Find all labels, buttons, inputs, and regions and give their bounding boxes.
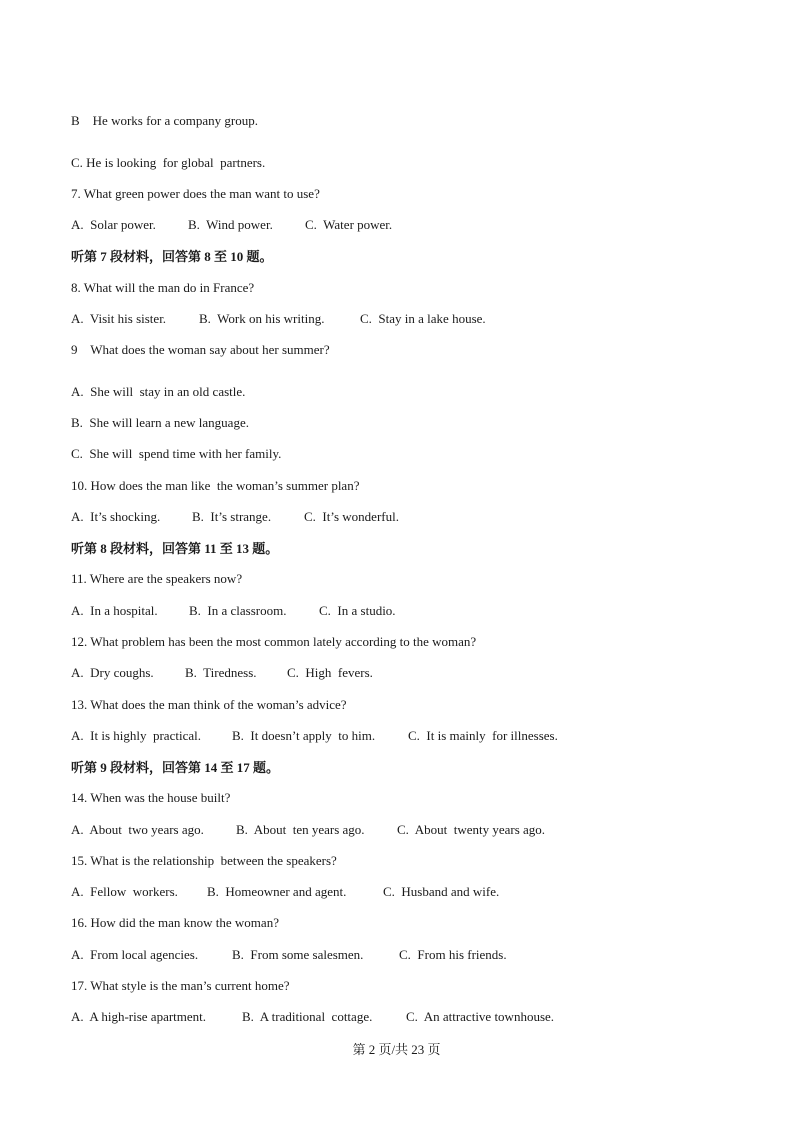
q14-option-b: B. About ten years ago. [236, 822, 365, 837]
q9-option-b: B. She will learn a new language. [71, 415, 249, 430]
q9-option-c: C. She will spend time with her family. [71, 446, 282, 461]
q11-option-a: A. In a hospital. [71, 603, 158, 618]
q7-question: 7. What green power does the man want to use? [71, 186, 320, 201]
q11-option-c: C. In a studio. [319, 603, 396, 618]
q11-options [71, 603, 396, 619]
q13-options [71, 728, 558, 744]
section-heading-8: 听第 8 段材料，回答第 11 至 13 题。 [71, 541, 279, 556]
q12-option-a: A. Dry coughs. [71, 665, 154, 680]
q14-question: 14. When was the house built? [71, 790, 231, 805]
q7-option-c: C. Water power. [305, 217, 393, 232]
q15-option-c: C. Husband and wife. [383, 884, 500, 899]
q17-option-a: A. A high-rise apartment. [71, 1009, 207, 1024]
q10-question: 10. How does the man like the woman’s summer plan? [71, 478, 360, 493]
q15-question: 15. What is the relationship between the speakers? [71, 853, 337, 868]
q6-option-c: C. He is looking for global partners. [71, 155, 266, 170]
q9-option-a: A. She will stay in an old castle. [71, 384, 246, 399]
q10-option-c: C. It’s wonderful. [304, 509, 399, 524]
q10-option-b: B. It’s strange. [192, 509, 272, 524]
q15-options [71, 884, 499, 900]
q14-option-c: C. About twenty years ago. [397, 822, 546, 837]
section-heading-9: 听第 9 段材料，回答第 14 至 17 题。 [71, 760, 280, 775]
q16-question: 16. How did the man know the woman? [71, 915, 279, 930]
q16-option-a: A. From local agencies. [71, 947, 199, 962]
q12-option-c: C. High fevers. [287, 665, 373, 680]
q8-question: 8. What will the man do in France? [71, 280, 255, 295]
q13-option-b: B. It doesn’t apply to him. [232, 728, 376, 743]
q17-options [71, 1009, 554, 1025]
q7-option-a: A. Solar power. [71, 217, 156, 232]
q13-option-a: A. It is highly practical. [71, 728, 201, 743]
q17-option-c: C. An attractive townhouse. [406, 1009, 555, 1024]
q7-option-b: B. Wind power. [188, 217, 273, 232]
q11-option-b: B. In a classroom. [189, 603, 287, 618]
q10-option-a: A. It’s shocking. [71, 509, 161, 524]
q14-option-a: A. About two years ago. [71, 822, 204, 837]
q8-option-c: C. Stay in a lake house. [360, 311, 486, 326]
q8-option-b: B. Work on his writing. [199, 311, 325, 326]
q12-options [71, 665, 373, 681]
section-heading-7: 听第 7 段材料，回答第 8 至 10 题。 [71, 249, 273, 264]
q16-option-b: B. From some salesmen. [232, 947, 364, 962]
q16-option-c: C. From his friends. [399, 947, 507, 962]
page-number-footer: 第 2 页/共 23 页 [352, 1042, 441, 1057]
q17-question: 17. What style is the man’s current home? [71, 978, 290, 993]
q10-options [71, 509, 399, 525]
q6-option-b: B He works for a company group. [71, 113, 259, 128]
q13-option-c: C. It is mainly for illnesses. [408, 728, 558, 743]
q9-question: 9 What does the woman say about her summer? [71, 342, 330, 357]
q13-question: 13. What does the man think of the woman’s advice? [71, 697, 347, 712]
q16-options [71, 947, 507, 963]
q12-question: 12. What problem has been the most common lately according to the woman? [71, 634, 477, 649]
q7-options [71, 217, 392, 233]
q8-options [71, 311, 486, 327]
q15-option-b: B. Homeowner and agent. [207, 884, 347, 899]
q11-question: 11. Where are the speakers now? [71, 571, 243, 586]
q12-option-b: B. Tiredness. [185, 665, 257, 680]
q8-option-a: A. Visit his sister. [71, 311, 167, 326]
q17-option-b: B. A traditional cottage. [242, 1009, 373, 1024]
q15-option-a: A. Fellow workers. [71, 884, 178, 899]
q14-options [71, 822, 545, 838]
